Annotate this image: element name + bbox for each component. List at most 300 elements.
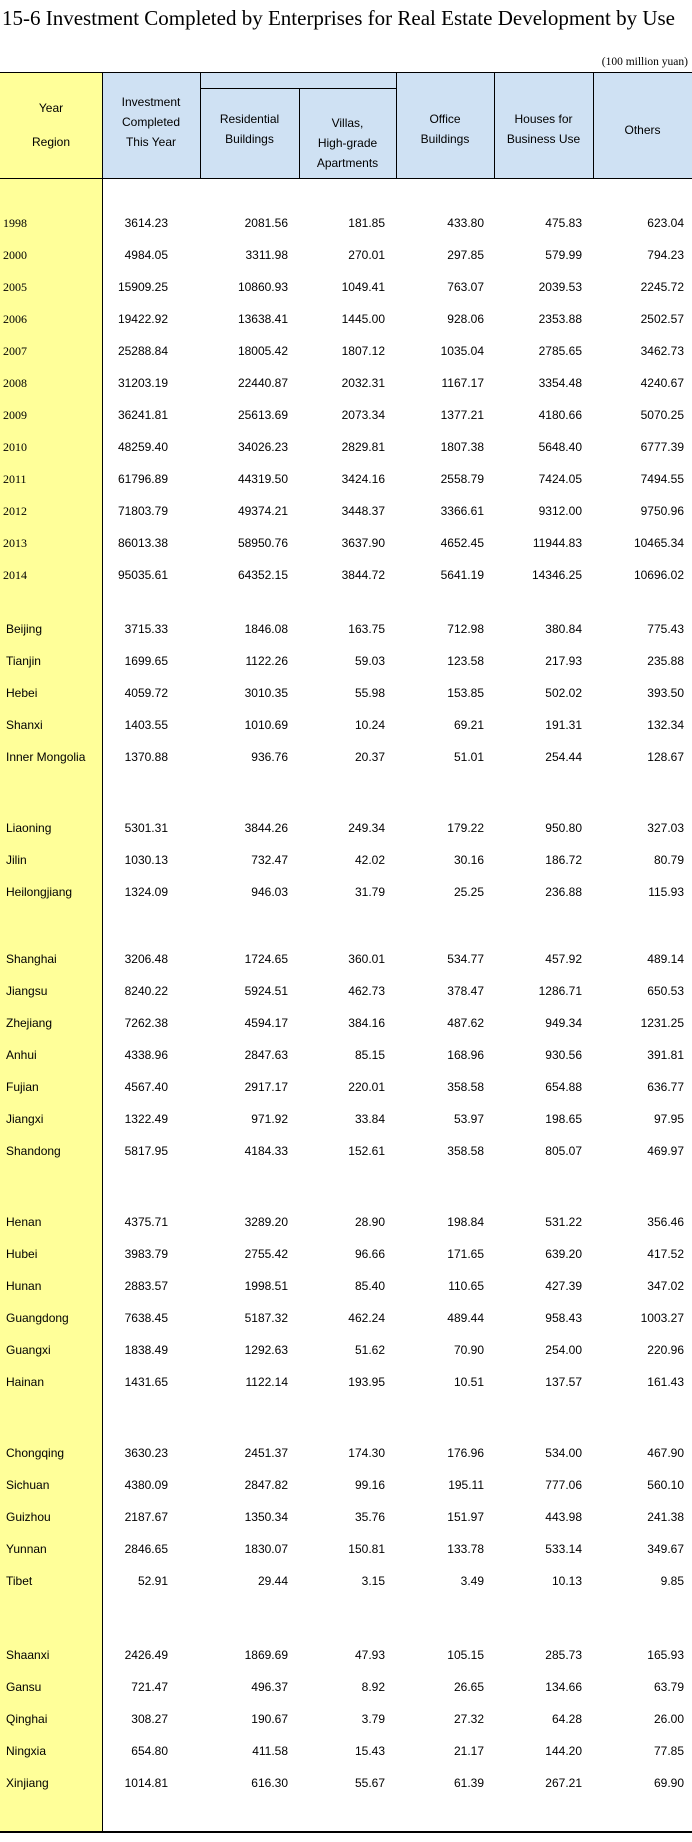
value-cell: 152.61 bbox=[348, 1144, 385, 1158]
value-cell: 15909.25 bbox=[117, 280, 168, 294]
value-cell: 6777.39 bbox=[640, 440, 684, 454]
region-row bbox=[0, 817, 692, 839]
value-cell: 70.90 bbox=[453, 1343, 484, 1357]
value-cell: 1003.27 bbox=[640, 1311, 684, 1325]
value-cell: 443.98 bbox=[545, 1510, 582, 1524]
header-office-line1: Office bbox=[429, 112, 461, 126]
value-cell: 1324.09 bbox=[124, 885, 168, 899]
header-region: Region bbox=[31, 135, 71, 149]
value-cell: 427.39 bbox=[545, 1279, 582, 1293]
value-cell: 2785.65 bbox=[538, 344, 582, 358]
value-cell: 777.06 bbox=[545, 1478, 582, 1492]
value-cell: 1286.71 bbox=[538, 984, 582, 998]
header-villas-line2: High-grade bbox=[317, 136, 378, 150]
header-span-rule bbox=[200, 88, 396, 89]
value-cell: 2081.56 bbox=[244, 216, 288, 230]
year-label: 2007 bbox=[3, 344, 27, 358]
value-cell: 4059.72 bbox=[124, 686, 168, 700]
header-villas-line1: Villas, bbox=[331, 116, 364, 130]
value-cell: 4180.66 bbox=[538, 408, 582, 422]
region-label: Shaanxi bbox=[6, 1648, 50, 1662]
year-label: 2010 bbox=[3, 440, 27, 454]
header-year: Year bbox=[38, 101, 64, 115]
value-cell: 930.56 bbox=[545, 1048, 582, 1062]
region-label: Tianjin bbox=[6, 654, 41, 668]
value-cell: 2039.53 bbox=[538, 280, 582, 294]
value-cell: 133.78 bbox=[447, 1542, 484, 1556]
value-cell: 805.07 bbox=[545, 1144, 582, 1158]
value-cell: 1010.69 bbox=[244, 718, 288, 732]
region-label: Zhejiang bbox=[6, 1016, 53, 1030]
value-cell: 1403.55 bbox=[124, 718, 168, 732]
value-cell: 297.85 bbox=[447, 248, 484, 262]
year-row bbox=[0, 404, 692, 426]
region-row bbox=[0, 1570, 692, 1592]
region-label: Sichuan bbox=[6, 1478, 50, 1492]
year-label: 2006 bbox=[3, 312, 27, 326]
value-cell: 358.58 bbox=[447, 1144, 484, 1158]
value-cell: 153.85 bbox=[447, 686, 484, 700]
value-cell: 2917.17 bbox=[244, 1080, 288, 1094]
year-row bbox=[0, 276, 692, 298]
value-cell: 4567.40 bbox=[124, 1080, 168, 1094]
header-office-line2: Buildings bbox=[420, 132, 470, 146]
region-label: Xinjiang bbox=[6, 1776, 49, 1790]
region-row bbox=[0, 650, 692, 672]
value-cell: 2846.65 bbox=[124, 1542, 168, 1556]
year-row bbox=[0, 212, 692, 234]
value-cell: 48259.40 bbox=[117, 440, 168, 454]
region-label: Jiangsu bbox=[6, 984, 48, 998]
value-cell: 1998.51 bbox=[244, 1279, 288, 1293]
value-cell: 971.92 bbox=[251, 1112, 288, 1126]
value-cell: 26.00 bbox=[653, 1712, 684, 1726]
value-cell: 5924.51 bbox=[244, 984, 288, 998]
value-cell: 85.40 bbox=[354, 1279, 385, 1293]
region-label: Yunnan bbox=[6, 1542, 47, 1556]
value-cell: 64352.15 bbox=[237, 568, 288, 582]
value-cell: 775.43 bbox=[647, 622, 684, 636]
value-cell: 4594.17 bbox=[244, 1016, 288, 1030]
value-cell: 115.93 bbox=[648, 885, 684, 899]
value-cell: 29.44 bbox=[257, 1574, 288, 1588]
value-cell: 928.06 bbox=[447, 312, 484, 326]
value-cell: 347.02 bbox=[647, 1279, 684, 1293]
value-cell: 168.96 bbox=[447, 1048, 484, 1062]
value-cell: 462.24 bbox=[348, 1311, 385, 1325]
value-cell: 2353.88 bbox=[538, 312, 582, 326]
value-cell: 534.77 bbox=[447, 952, 484, 966]
value-cell: 3.49 bbox=[460, 1574, 484, 1588]
region-label: Hunan bbox=[6, 1279, 42, 1293]
value-cell: 616.30 bbox=[251, 1776, 288, 1790]
unit-label: (100 million yuan) bbox=[601, 56, 688, 68]
value-cell: 5070.25 bbox=[640, 408, 684, 422]
value-cell: 487.62 bbox=[447, 1016, 484, 1030]
value-cell: 4240.67 bbox=[640, 376, 684, 390]
value-cell: 110.65 bbox=[448, 1279, 484, 1293]
region-label: Jiangxi bbox=[6, 1112, 44, 1126]
value-cell: 55.67 bbox=[354, 1776, 385, 1790]
region-row bbox=[0, 1012, 692, 1034]
region-row bbox=[0, 1211, 692, 1233]
value-cell: 1807.12 bbox=[341, 344, 385, 358]
value-cell: 949.34 bbox=[545, 1016, 582, 1030]
year-label: 2011 bbox=[3, 472, 27, 486]
value-cell: 4652.45 bbox=[440, 536, 484, 550]
region-row bbox=[0, 746, 692, 768]
region-label: Hubei bbox=[6, 1247, 38, 1261]
value-cell: 1167.17 bbox=[441, 376, 484, 390]
value-cell: 13638.41 bbox=[237, 312, 288, 326]
header-others bbox=[593, 110, 692, 150]
value-cell: 161.43 bbox=[647, 1375, 684, 1389]
region-row bbox=[0, 948, 692, 970]
value-cell: 1370.88 bbox=[124, 750, 168, 764]
value-cell: 254.44 bbox=[545, 750, 582, 764]
region-label: Beijing bbox=[6, 622, 43, 636]
region-row bbox=[0, 849, 692, 871]
value-cell: 2451.37 bbox=[244, 1446, 288, 1460]
value-cell: 958.43 bbox=[545, 1311, 582, 1325]
header-residential-line2: Buildings bbox=[225, 132, 274, 146]
value-cell: 579.99 bbox=[545, 248, 582, 262]
value-cell: 15.43 bbox=[354, 1744, 385, 1758]
value-cell: 9750.96 bbox=[640, 504, 684, 518]
region-label: Tibet bbox=[6, 1574, 33, 1588]
value-cell: 63.79 bbox=[653, 1680, 684, 1694]
value-cell: 52.91 bbox=[137, 1574, 168, 1588]
value-cell: 1377.21 bbox=[440, 408, 484, 422]
value-cell: 7262.38 bbox=[124, 1016, 168, 1030]
value-cell: 10860.93 bbox=[237, 280, 288, 294]
value-cell: 1838.49 bbox=[124, 1343, 168, 1357]
value-cell: 14346.25 bbox=[531, 568, 582, 582]
header-divider-4 bbox=[494, 72, 495, 178]
value-cell: 467.90 bbox=[647, 1446, 684, 1460]
year-label: 2008 bbox=[3, 376, 27, 390]
region-label: Inner Mongolia bbox=[6, 750, 86, 764]
value-cell: 763.07 bbox=[447, 280, 484, 294]
value-cell: 378.47 bbox=[447, 984, 484, 998]
value-cell: 946.03 bbox=[251, 885, 288, 899]
value-cell: 732.47 bbox=[251, 853, 288, 867]
region-row bbox=[0, 1243, 692, 1265]
value-cell: 181.85 bbox=[348, 216, 385, 230]
value-cell: 77.85 bbox=[653, 1744, 684, 1758]
value-cell: 44319.50 bbox=[237, 472, 288, 486]
year-label: 2013 bbox=[3, 536, 27, 550]
value-cell: 174.30 bbox=[348, 1446, 385, 1460]
value-cell: 650.53 bbox=[647, 984, 684, 998]
value-cell: 9312.00 bbox=[538, 504, 582, 518]
value-cell: 35.76 bbox=[354, 1510, 385, 1524]
value-cell: 3.79 bbox=[361, 1712, 385, 1726]
value-cell: 19422.92 bbox=[117, 312, 168, 326]
value-cell: 30.16 bbox=[453, 853, 484, 867]
value-cell: 3010.35 bbox=[244, 686, 288, 700]
value-cell: 144.20 bbox=[545, 1744, 582, 1758]
value-cell: 96.66 bbox=[354, 1247, 385, 1261]
value-cell: 58950.76 bbox=[237, 536, 288, 550]
year-label: 1998 bbox=[3, 216, 27, 230]
value-cell: 654.80 bbox=[131, 1744, 168, 1758]
region-row bbox=[0, 1339, 692, 1361]
header-investment-line1: Investment bbox=[121, 95, 181, 109]
value-cell: 489.14 bbox=[647, 952, 684, 966]
value-cell: 721.47 bbox=[131, 1680, 168, 1694]
region-row bbox=[0, 1275, 692, 1297]
value-cell: 8240.22 bbox=[124, 984, 168, 998]
year-label: 2000 bbox=[3, 248, 27, 262]
region-label: Qinghai bbox=[6, 1712, 48, 1726]
value-cell: 1724.65 bbox=[244, 952, 288, 966]
value-cell: 1807.38 bbox=[440, 440, 484, 454]
value-cell: 64.28 bbox=[551, 1712, 582, 1726]
value-cell: 3354.48 bbox=[538, 376, 582, 390]
value-cell: 2847.82 bbox=[244, 1478, 288, 1492]
region-row bbox=[0, 1740, 692, 1762]
value-cell: 51.01 bbox=[453, 750, 484, 764]
value-cell: 36241.81 bbox=[117, 408, 168, 422]
value-cell: 85.15 bbox=[354, 1048, 385, 1062]
value-cell: 10465.34 bbox=[633, 536, 684, 550]
value-cell: 3289.20 bbox=[244, 1215, 288, 1229]
value-cell: 3206.48 bbox=[124, 952, 168, 966]
value-cell: 28.90 bbox=[354, 1215, 385, 1229]
value-cell: 31.79 bbox=[354, 885, 385, 899]
value-cell: 639.20 bbox=[545, 1247, 582, 1261]
header-villas-line3: Apartments bbox=[316, 156, 379, 170]
value-cell: 86013.38 bbox=[117, 536, 168, 550]
value-cell: 5648.40 bbox=[538, 440, 582, 454]
year-row bbox=[0, 372, 692, 394]
value-cell: 5301.31 bbox=[124, 821, 168, 835]
value-cell: 198.84 bbox=[447, 1215, 484, 1229]
value-cell: 4338.96 bbox=[124, 1048, 168, 1062]
year-row bbox=[0, 436, 692, 458]
value-cell: 33.84 bbox=[354, 1112, 385, 1126]
page-title: 15-6 Investment Completed by Enterprises for Real Estate Development by Use bbox=[2, 6, 675, 30]
value-cell: 10.13 bbox=[551, 1574, 582, 1588]
header-divider-2 bbox=[299, 88, 300, 178]
value-cell: 308.27 bbox=[131, 1712, 168, 1726]
value-cell: 358.58 bbox=[447, 1080, 484, 1094]
region-label: Jilin bbox=[6, 853, 27, 867]
value-cell: 2558.79 bbox=[440, 472, 484, 486]
value-cell: 1122.26 bbox=[245, 654, 288, 668]
value-cell: 349.67 bbox=[647, 1542, 684, 1556]
value-cell: 623.04 bbox=[647, 216, 684, 230]
value-cell: 1014.81 bbox=[124, 1776, 168, 1790]
value-cell: 3.15 bbox=[361, 1574, 385, 1588]
header-business-line2: Business Use bbox=[506, 132, 581, 146]
header-residential-line1: Residential bbox=[219, 112, 280, 126]
region-label: Guangxi bbox=[6, 1343, 51, 1357]
value-cell: 165.93 bbox=[647, 1648, 684, 1662]
value-cell: 220.96 bbox=[647, 1343, 684, 1357]
value-cell: 5187.32 bbox=[244, 1311, 288, 1325]
region-label: Chongqing bbox=[6, 1446, 65, 1460]
value-cell: 712.98 bbox=[447, 622, 484, 636]
value-cell: 10.51 bbox=[453, 1375, 484, 1389]
region-row bbox=[0, 980, 692, 1002]
region-label: Fujian bbox=[6, 1080, 39, 1094]
value-cell: 411.58 bbox=[252, 1744, 288, 1758]
header-others-line1: Others bbox=[624, 123, 661, 137]
value-cell: 179.22 bbox=[447, 821, 484, 835]
value-cell: 3366.61 bbox=[440, 504, 484, 518]
value-cell: 18005.42 bbox=[237, 344, 288, 358]
value-cell: 69.90 bbox=[653, 1776, 684, 1790]
year-label: 2009 bbox=[3, 408, 27, 422]
value-cell: 285.73 bbox=[545, 1648, 582, 1662]
region-row bbox=[0, 1044, 692, 1066]
year-label: 2014 bbox=[3, 568, 27, 582]
value-cell: 636.77 bbox=[647, 1080, 684, 1094]
value-cell: 137.57 bbox=[545, 1375, 582, 1389]
value-cell: 21.17 bbox=[453, 1744, 484, 1758]
value-cell: 163.75 bbox=[348, 622, 385, 636]
region-label: Ningxia bbox=[6, 1744, 47, 1758]
year-label: 2012 bbox=[3, 504, 27, 518]
value-cell: 2847.63 bbox=[244, 1048, 288, 1062]
value-cell: 69.21 bbox=[453, 718, 484, 732]
value-cell: 1431.65 bbox=[124, 1375, 168, 1389]
value-cell: 7638.45 bbox=[124, 1311, 168, 1325]
value-cell: 150.81 bbox=[348, 1542, 385, 1556]
region-row bbox=[0, 1676, 692, 1698]
value-cell: 55.98 bbox=[354, 686, 385, 700]
header-bottom-rule bbox=[0, 178, 692, 179]
value-cell: 1699.65 bbox=[124, 654, 168, 668]
value-cell: 7424.05 bbox=[538, 472, 582, 486]
value-cell: 1292.63 bbox=[244, 1343, 288, 1357]
value-cell: 502.02 bbox=[545, 686, 582, 700]
value-cell: 123.58 bbox=[447, 654, 484, 668]
value-cell: 327.03 bbox=[647, 821, 684, 835]
value-cell: 186.72 bbox=[545, 853, 582, 867]
value-cell: 241.38 bbox=[647, 1510, 684, 1524]
value-cell: 534.00 bbox=[545, 1446, 582, 1460]
value-cell: 1350.34 bbox=[244, 1510, 288, 1524]
value-cell: 42.02 bbox=[354, 853, 385, 867]
value-cell: 193.95 bbox=[348, 1375, 385, 1389]
value-cell: 8.92 bbox=[361, 1680, 385, 1694]
header-business bbox=[494, 104, 593, 154]
region-label: Hainan bbox=[6, 1375, 45, 1389]
value-cell: 2073.34 bbox=[341, 408, 385, 422]
header-divider-3 bbox=[396, 72, 397, 178]
value-cell: 531.22 bbox=[545, 1215, 582, 1229]
value-cell: 176.96 bbox=[447, 1446, 484, 1460]
header-divider-1 bbox=[200, 72, 201, 178]
value-cell: 25288.84 bbox=[117, 344, 168, 358]
value-cell: 950.80 bbox=[545, 821, 582, 835]
value-cell: 489.44 bbox=[447, 1311, 484, 1325]
value-cell: 53.97 bbox=[453, 1112, 484, 1126]
year-row bbox=[0, 468, 692, 490]
header-residential bbox=[200, 104, 299, 154]
value-cell: 1231.25 bbox=[640, 1016, 684, 1030]
value-cell: 1122.14 bbox=[245, 1375, 288, 1389]
region-row bbox=[0, 1538, 692, 1560]
value-cell: 2187.67 bbox=[124, 1510, 168, 1524]
value-cell: 3637.90 bbox=[341, 536, 385, 550]
value-cell: 47.93 bbox=[354, 1648, 385, 1662]
year-row bbox=[0, 308, 692, 330]
value-cell: 1035.04 bbox=[440, 344, 484, 358]
value-cell: 7494.55 bbox=[640, 472, 684, 486]
value-cell: 469.97 bbox=[647, 1144, 684, 1158]
value-cell: 380.84 bbox=[545, 622, 582, 636]
value-cell: 220.01 bbox=[348, 1080, 385, 1094]
region-label: Gansu bbox=[6, 1680, 42, 1694]
region-label: Liaoning bbox=[6, 821, 52, 835]
value-cell: 433.80 bbox=[447, 216, 484, 230]
value-cell: 99.16 bbox=[354, 1478, 385, 1492]
header-investment-line3: This Year bbox=[125, 135, 177, 149]
value-cell: 1030.13 bbox=[124, 853, 168, 867]
value-cell: 1869.69 bbox=[244, 1648, 288, 1662]
value-cell: 3448.37 bbox=[341, 504, 385, 518]
region-row bbox=[0, 881, 692, 903]
value-cell: 236.88 bbox=[545, 885, 582, 899]
value-cell: 1445.00 bbox=[341, 312, 385, 326]
year-label: 2005 bbox=[3, 280, 27, 294]
value-cell: 360.01 bbox=[348, 952, 385, 966]
region-label: Shanghai bbox=[6, 952, 57, 966]
value-cell: 270.01 bbox=[348, 248, 385, 262]
region-label: Shanxi bbox=[6, 718, 43, 732]
table-bottom-rule bbox=[0, 1831, 692, 1833]
header-investment-line2: Completed bbox=[121, 115, 181, 129]
value-cell: 457.92 bbox=[545, 952, 582, 966]
header-business-line1: Houses for bbox=[514, 112, 573, 126]
value-cell: 217.93 bbox=[545, 654, 582, 668]
value-cell: 2426.49 bbox=[124, 1648, 168, 1662]
value-cell: 61.39 bbox=[453, 1776, 484, 1790]
value-cell: 128.67 bbox=[647, 750, 684, 764]
region-row bbox=[0, 1772, 692, 1794]
header-office bbox=[396, 104, 494, 154]
region-label: Guangdong bbox=[6, 1311, 69, 1325]
year-row bbox=[0, 564, 692, 586]
region-row bbox=[0, 1307, 692, 1329]
region-row bbox=[0, 618, 692, 640]
value-cell: 1830.07 bbox=[244, 1542, 288, 1556]
value-cell: 794.23 bbox=[647, 248, 684, 262]
value-cell: 25613.69 bbox=[237, 408, 288, 422]
value-cell: 235.88 bbox=[647, 654, 684, 668]
value-cell: 25.25 bbox=[453, 885, 484, 899]
region-row bbox=[0, 714, 692, 736]
year-row bbox=[0, 340, 692, 362]
value-cell: 10696.02 bbox=[633, 568, 684, 582]
header-year-region bbox=[0, 80, 102, 170]
region-label: Shandong bbox=[6, 1144, 61, 1158]
value-cell: 2755.42 bbox=[244, 1247, 288, 1261]
value-cell: 132.34 bbox=[647, 718, 684, 732]
value-cell: 80.79 bbox=[653, 853, 684, 867]
value-cell: 190.67 bbox=[251, 1712, 288, 1726]
region-row bbox=[0, 1442, 692, 1464]
value-cell: 3630.23 bbox=[124, 1446, 168, 1460]
value-cell: 417.52 bbox=[647, 1247, 684, 1261]
header-investment bbox=[102, 82, 200, 162]
region-row bbox=[0, 1108, 692, 1130]
region-label: Guizhou bbox=[6, 1510, 51, 1524]
